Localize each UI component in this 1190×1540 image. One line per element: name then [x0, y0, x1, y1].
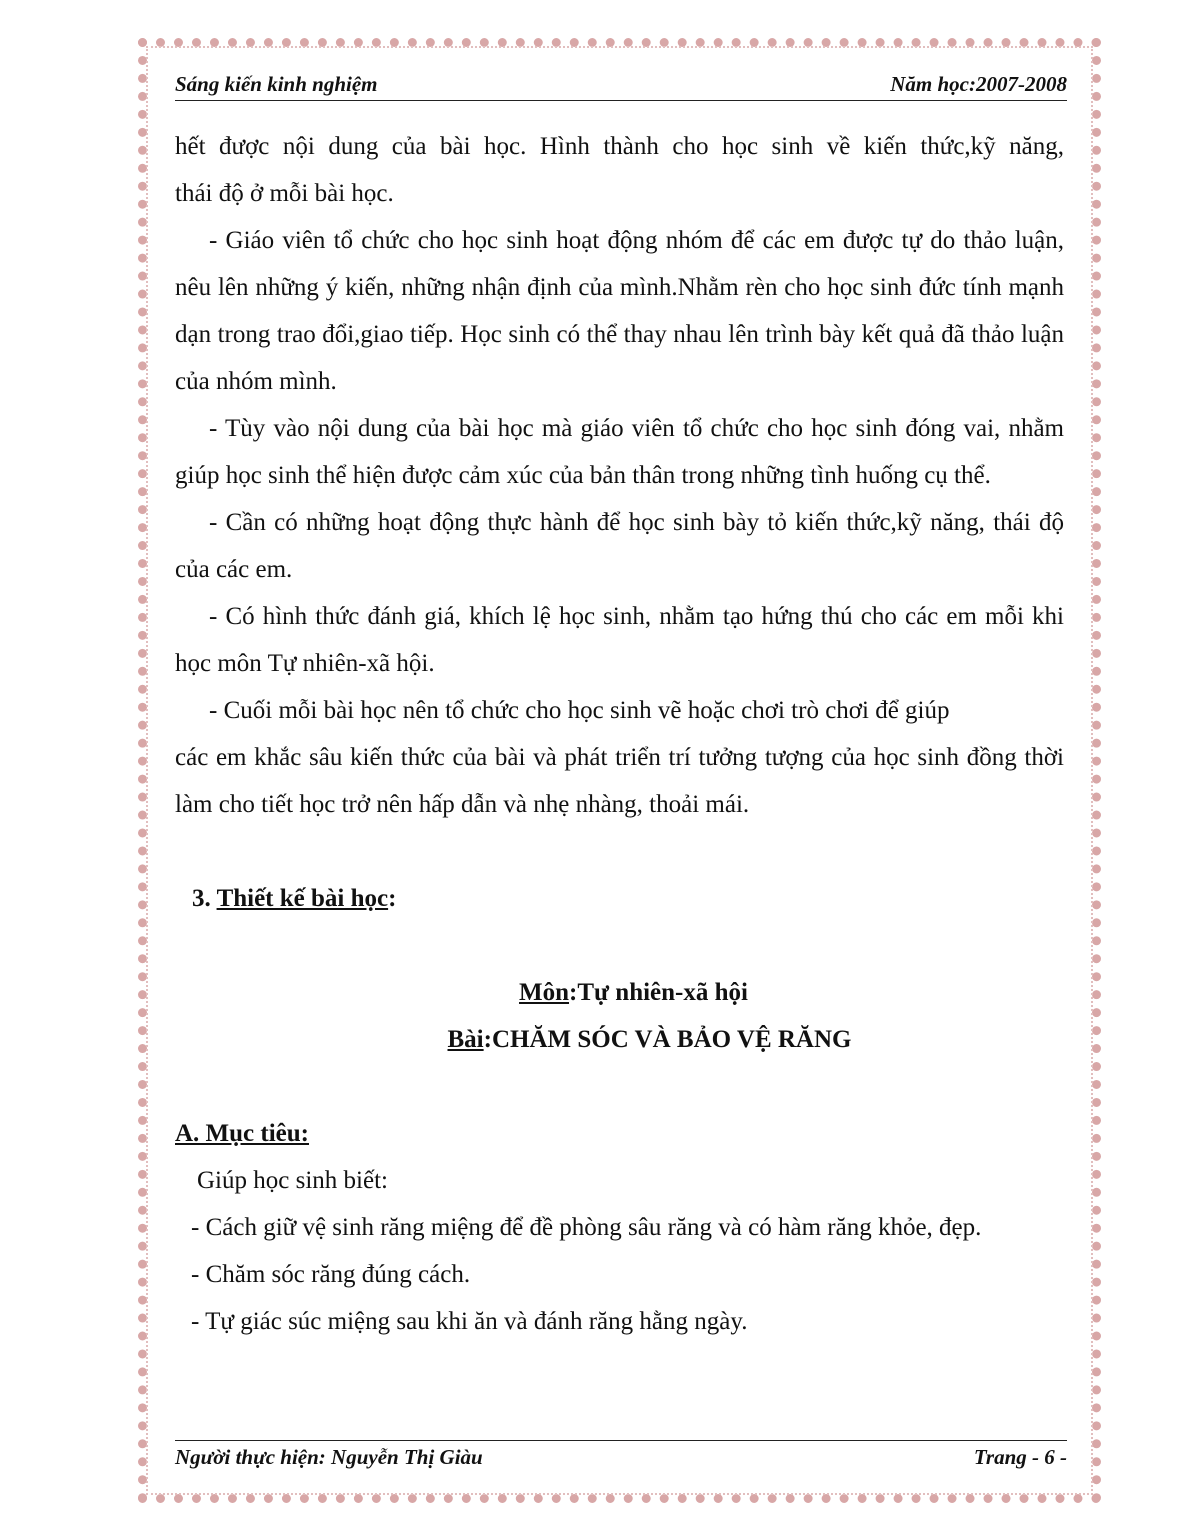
paragraph-practice: - Cần có những hoạt động thực hành để học sinh bày tỏ kiến thức,kỹ năng, thái độ của các em.: [175, 509, 1064, 583]
paragraph-1-line-2: thái độ ở mỗi bài học.: [175, 180, 394, 207]
paragraph-games-line-1: - Cuối mỗi bài học nên tổ chức cho học sinh vẽ hoặc chơi trò chơi để giúp: [209, 697, 950, 724]
objectives-intro: Giúp học sinh biết:: [197, 1167, 388, 1194]
lesson-value: :CHĂM SÓC VÀ BẢO VỆ RĂNG: [483, 1026, 852, 1053]
objective-item: - Tự giác súc miệng sau khi ăn và đánh răng hằng ngày.: [191, 1308, 748, 1335]
section-3-number: 3.: [192, 885, 217, 912]
header-title: Sáng kiến kinh nghiệm: [175, 72, 378, 96]
paragraph-games-rest: các em khắc sâu kiến thức của bài và phát triển trí tưởng tượng của học sinh đồng thời làm cho tiết học trở nên hấp dẫn và nhẹ nhàng, thoải mái.: [175, 744, 1064, 818]
subject-label: Môn: [519, 979, 570, 1006]
section-3-heading: [175, 875, 1064, 922]
footer-author: Người thực hiện: Nguyễn Thị Giàu: [175, 1445, 483, 1469]
page-header: [175, 70, 1067, 101]
page-footer: [175, 1440, 1067, 1475]
subject-line: [175, 969, 1064, 1016]
header-school-year: Năm học:2007-2008: [890, 72, 1067, 96]
objective-item: - Chăm sóc răng đúng cách.: [191, 1261, 471, 1288]
section-3-colon: :: [388, 885, 397, 912]
page-content: [175, 123, 1064, 1345]
paragraph-role-play: - Tùy vào nội dung của bài học mà giáo viên tổ chức cho học sinh đóng vai, nhằm giúp học sinh thể hiện được cảm xúc của bản thân trong những tình huống cụ thể.: [175, 415, 1064, 489]
paragraph-group-work: - Giáo viên tổ chức cho học sinh hoạt động nhóm để các em được tự do thảo luận, nêu lên những ý kiến, những nhận định của mình.Nhằm rèn cho học sinh đức tính mạnh dạn trong trao đổi,giao tiếp. Học sinh có thể thay nhau lên trình bày kết quả đã thảo luận của nhóm mình.: [175, 227, 1064, 395]
paragraph-1-line-1: hết được nội dung của bài học. Hình thành cho học sinh về kiến thức,kỹ năng,: [175, 133, 1064, 160]
footer-page-number: Trang - 6 -: [973, 1445, 1067, 1469]
paragraph-evaluation: - Có hình thức đánh giá, khích lệ học sinh, nhằm tạo hứng thú cho các em mỗi khi học môn Tự nhiên-xã hội.: [175, 603, 1064, 677]
lesson-label: Bài: [447, 1026, 484, 1053]
lesson-title-line: [175, 1016, 1064, 1063]
objectives-heading: A. Mục tiêu:: [175, 1120, 309, 1147]
objective-item: - Cách giữ vệ sinh răng miệng để đề phòng sâu răng và có hàm răng khỏe, đẹp.: [191, 1214, 982, 1241]
section-3-title: Thiết kế bài học: [216, 885, 389, 912]
subject-value: :Tự nhiên-xã hội: [569, 979, 748, 1006]
